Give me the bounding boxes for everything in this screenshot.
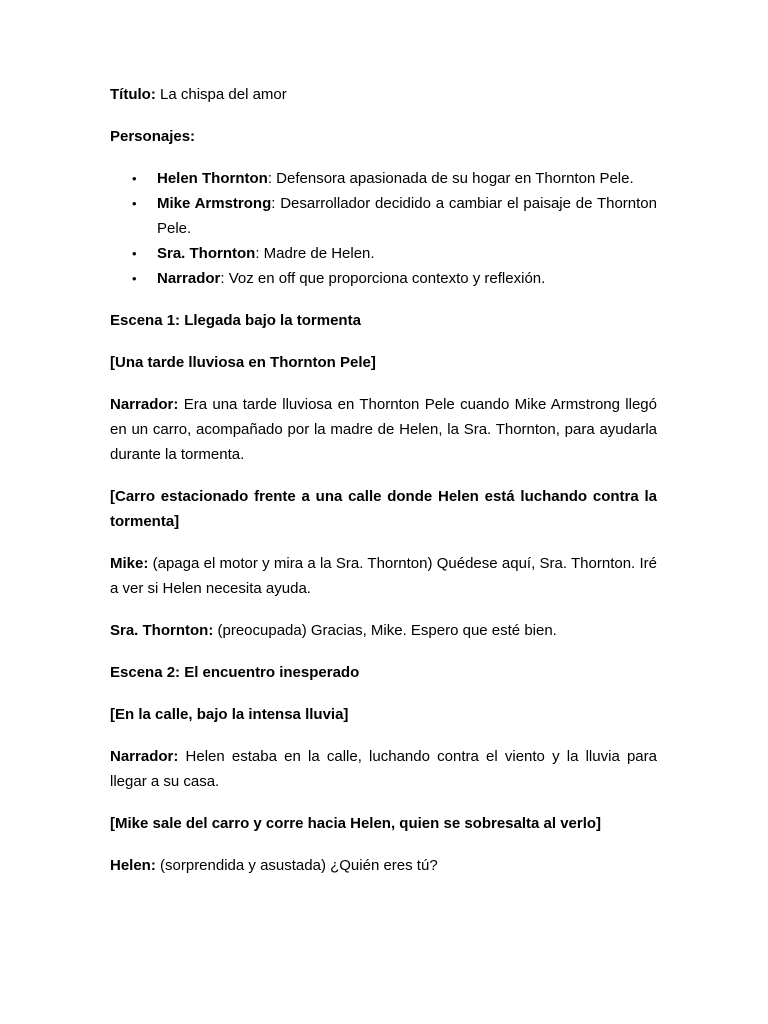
title-line xyxy=(110,82,657,107)
bullet-icon: • xyxy=(132,196,137,211)
scene2-direction: [Mike sale del carro y corre hacia Helen, quien se sobresalta al verlo] xyxy=(110,815,602,832)
dialogue-text: Helen estaba en la calle, luchando contra el viento y la lluvia para llegar a su casa. xyxy=(110,748,657,790)
speaker-label: Sra. Thornton: xyxy=(110,622,214,639)
scene1-direction: [Carro estacionado frente a una calle donde Helen está luchando contra la tormenta] xyxy=(110,488,657,530)
character-description: : Voz en off que proporciona contexto y reflexión. xyxy=(220,270,546,287)
list-item xyxy=(110,241,657,266)
scene1-mike-line xyxy=(110,551,657,601)
character-description: : Desarrollador decidido a cambiar el paisaje de Thornton Pele. xyxy=(157,195,657,237)
characters-list xyxy=(110,166,657,291)
dialogue-text: (sorprendida y asustada) ¿Quién eres tú? xyxy=(160,857,438,874)
title-label: Título: xyxy=(110,86,156,103)
speaker-label: Narrador: xyxy=(110,396,179,413)
character-name: Helen Thornton xyxy=(157,170,268,187)
scene1-setting: [Una tarde lluviosa en Thornton Pele] xyxy=(110,354,376,371)
character-name: Mike Armstrong xyxy=(157,195,272,212)
character-name: Narrador xyxy=(157,270,221,287)
bullet-icon: • xyxy=(132,246,137,261)
scene1-heading: Escena 1: Llegada bajo la tormenta xyxy=(110,312,361,329)
speaker-label: Helen: xyxy=(110,857,156,874)
scene2-heading: Escena 2: El encuentro inesperado xyxy=(110,664,360,681)
bullet-icon: • xyxy=(132,271,137,286)
dialogue-text: (preocupada) Gracias, Mike. Espero que esté bien. xyxy=(217,622,557,639)
list-item xyxy=(110,166,657,191)
character-name: Sra. Thornton xyxy=(157,245,256,262)
scene2-narrator-line xyxy=(110,744,657,794)
scene2-helen-line xyxy=(110,853,657,878)
scene1-mother-line xyxy=(110,618,657,643)
bullet-icon: • xyxy=(132,171,137,186)
speaker-label: Narrador: xyxy=(110,748,179,765)
character-description: : Madre de Helen. xyxy=(255,245,375,262)
list-item xyxy=(110,191,657,241)
list-item xyxy=(110,266,657,291)
speaker-label: Mike: xyxy=(110,555,149,572)
characters-heading: Personajes: xyxy=(110,128,196,145)
scene2-setting: [En la calle, bajo la intensa lluvia] xyxy=(110,706,349,723)
document-page xyxy=(110,82,657,895)
dialogue-text: Era una tarde lluviosa en Thornton Pele cuando Mike Armstrong llegó en un carro, acompañado por la madre de Helen, la Sra. Thornton, para ayudarla durante la tormenta. xyxy=(110,396,657,463)
scene1-narrator-line xyxy=(110,392,657,467)
title-value: La chispa del amor xyxy=(160,86,287,103)
dialogue-text: (apaga el motor y mira a la Sra. Thornton) Quédese aquí, Sra. Thornton. Iré a ver si Helen necesita ayuda. xyxy=(110,555,658,597)
character-description: : Defensora apasionada de su hogar en Thornton Pele. xyxy=(267,170,634,187)
